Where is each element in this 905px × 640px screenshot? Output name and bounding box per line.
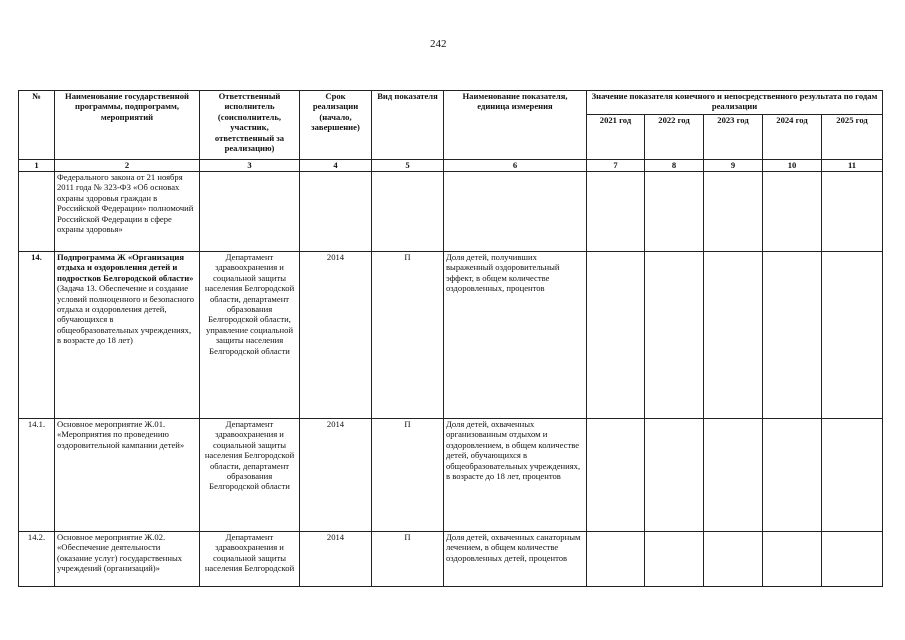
column-number: 4 bbox=[300, 160, 372, 172]
row-value-2024 bbox=[763, 252, 822, 419]
row-executor bbox=[200, 172, 300, 252]
header-year-2022: 2022 год bbox=[645, 115, 704, 160]
row-name bbox=[55, 419, 200, 532]
row-type: П bbox=[372, 532, 444, 587]
row-executor: Департамент здравоохранения и социальной защиты населения Белгородской области, департамент образования Белгородской области, управление социальной защиты населения Белгородской области bbox=[200, 252, 300, 419]
row-name-text: (Задача 13. Обеспечение и создание условий полноценного и безопасного отдыха и оздоровления детей, обучающихся в общеобразовательных учреждениях, в возрасте до 18 лет) bbox=[57, 283, 195, 346]
program-table bbox=[18, 90, 883, 587]
row-indicator: Доля детей, охваченных санаторным лечением, в общем количестве оздоровленных детей, процентов bbox=[444, 532, 587, 587]
row-num bbox=[19, 172, 55, 252]
row-value-2023 bbox=[704, 532, 763, 587]
row-value-2025 bbox=[822, 172, 883, 252]
row-value-2022 bbox=[645, 172, 704, 252]
column-number: 5 bbox=[372, 160, 444, 172]
table-row bbox=[19, 532, 883, 587]
header-type: Вид показателя bbox=[372, 91, 444, 160]
row-value-2021 bbox=[587, 252, 645, 419]
row-value-2023 bbox=[704, 252, 763, 419]
column-number: 6 bbox=[444, 160, 587, 172]
column-number: 10 bbox=[763, 160, 822, 172]
header-executor: Ответственный исполнитель (соисполнитель, участник, ответственный за реализацию) bbox=[200, 91, 300, 160]
row-value-2025 bbox=[822, 419, 883, 532]
row-indicator: Доля детей, получивших выраженный оздоровительный эффект, в общем количестве оздоровленных, процентов bbox=[444, 252, 587, 419]
row-name-text: Основное мероприятие Ж.02. «Обеспечение деятельности (оказание услуг) государственных учреждений (организаций)» bbox=[57, 532, 183, 574]
row-name bbox=[55, 172, 200, 252]
row-executor: Департамент здравоохранения и социальной защиты населения Белгородской области, департамент образования Белгородской области bbox=[200, 419, 300, 532]
column-number: 2 bbox=[55, 160, 200, 172]
row-name bbox=[55, 252, 200, 419]
row-value-2024 bbox=[763, 172, 822, 252]
header-year-2023: 2023 год bbox=[704, 115, 763, 160]
row-name-text: Основное мероприятие Ж.01. «Мероприятия по проведению оздоровительной кампании детей» bbox=[57, 419, 185, 450]
table-row bbox=[19, 172, 883, 252]
column-number: 11 bbox=[822, 160, 883, 172]
header-name: Наименование государственной программы, подпрограмм, мероприятий bbox=[55, 91, 200, 160]
row-term: 2014 bbox=[300, 419, 372, 532]
row-name-text: Федерального закона от 21 ноября 2011 года № 323-ФЗ «Об основах охраны здоровья граждан в Российской Федерации» полномочий Российской Федерации в сфере охраны здоровья» bbox=[57, 172, 194, 235]
row-value-2024 bbox=[763, 419, 822, 532]
page-number: 242 bbox=[430, 38, 447, 50]
row-num: 14. bbox=[19, 252, 55, 419]
row-type: П bbox=[372, 252, 444, 419]
column-number: 1 bbox=[19, 160, 55, 172]
row-value-2022 bbox=[645, 419, 704, 532]
table-row bbox=[19, 252, 883, 419]
row-value-2021 bbox=[587, 172, 645, 252]
row-value-2023 bbox=[704, 172, 763, 252]
header-num: № bbox=[19, 91, 55, 160]
header-indicator: Наименование показателя, единица измерения bbox=[444, 91, 587, 160]
row-value-2022 bbox=[645, 252, 704, 419]
row-type bbox=[372, 172, 444, 252]
column-number: 3 bbox=[200, 160, 300, 172]
row-value-2025 bbox=[822, 532, 883, 587]
row-value-2025 bbox=[822, 252, 883, 419]
header-year-2025: 2025 год bbox=[822, 115, 883, 160]
row-type: П bbox=[372, 419, 444, 532]
row-num: 14.2. bbox=[19, 532, 55, 587]
header-year-2024: 2024 год bbox=[763, 115, 822, 160]
row-name bbox=[55, 532, 200, 587]
table-row bbox=[19, 419, 883, 532]
row-indicator: Доля детей, охваченных организованным отдыхом и оздоровлением, в общем количестве детей, обучающихся в общеобразовательных учреждениях, в возрасте до 18 лет, процентов bbox=[444, 419, 587, 532]
row-value-2021 bbox=[587, 419, 645, 532]
row-term: 2014 bbox=[300, 252, 372, 419]
row-num: 14.1. bbox=[19, 419, 55, 532]
row-value-2021 bbox=[587, 532, 645, 587]
header-term: Срок реализации (начало, завершение) bbox=[300, 91, 372, 160]
row-executor: Департамент здравоохранения и социальной защиты населения Белгородской bbox=[200, 532, 300, 587]
row-term bbox=[300, 172, 372, 252]
header-values-group: Значение показателя конечного и непосредственного результата по годам реализации bbox=[587, 91, 883, 115]
column-number: 8 bbox=[645, 160, 704, 172]
header-year-2021: 2021 год bbox=[587, 115, 645, 160]
row-name-bold: Подпрограмма Ж «Организация отдыха и оздоровления детей и подростков Белгородской области» bbox=[57, 252, 194, 283]
column-number: 9 bbox=[704, 160, 763, 172]
row-value-2022 bbox=[645, 532, 704, 587]
column-number: 7 bbox=[587, 160, 645, 172]
row-value-2024 bbox=[763, 532, 822, 587]
row-term: 2014 bbox=[300, 532, 372, 587]
row-indicator bbox=[444, 172, 587, 252]
row-value-2023 bbox=[704, 419, 763, 532]
